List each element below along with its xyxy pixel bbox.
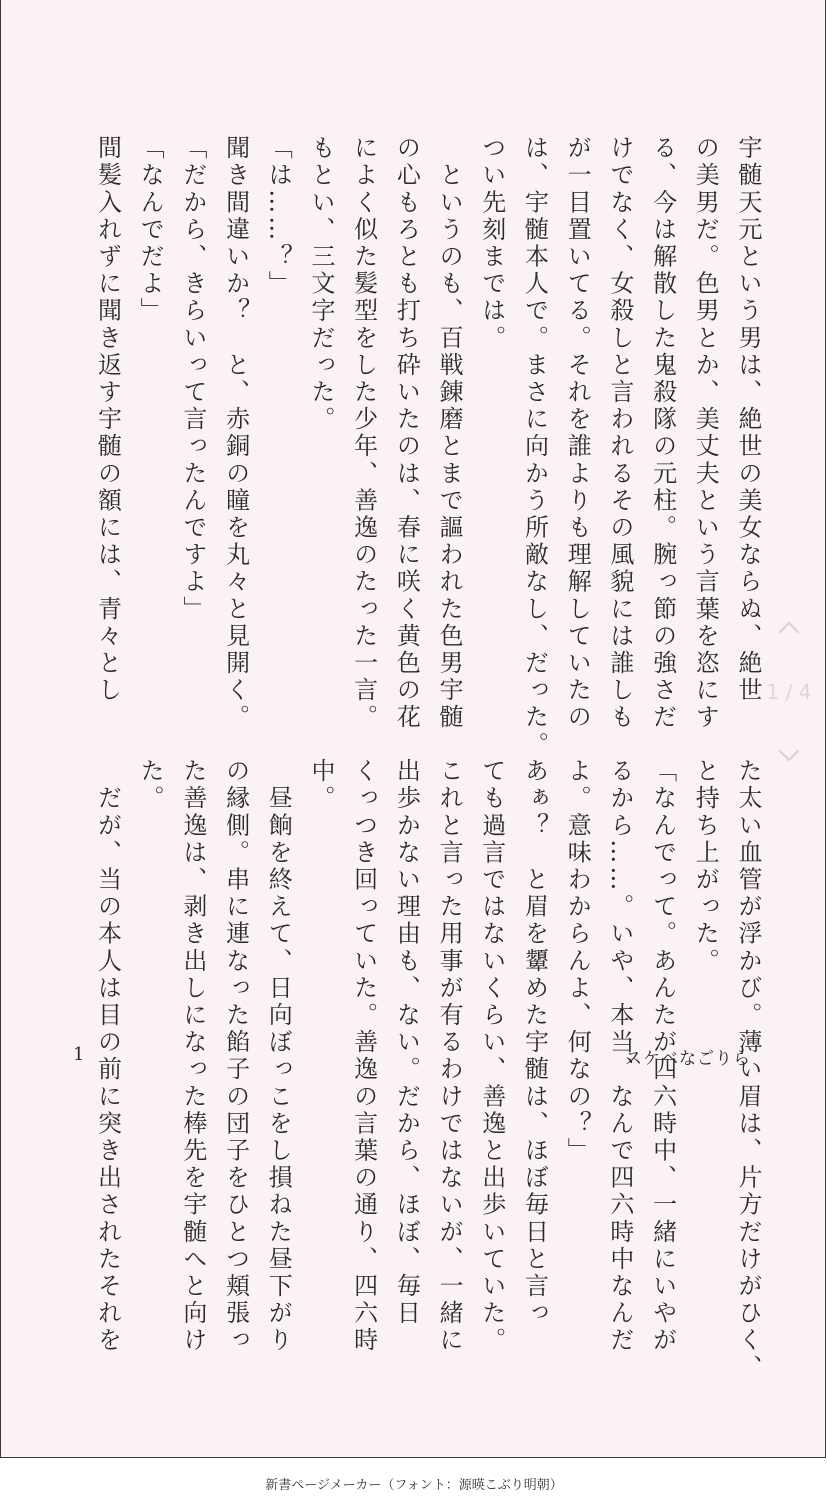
text-line: というのも、百戦錬磨とまで謳われた色男宇髄 [435, 135, 464, 732]
text-line: の美男だ。色男とか、美丈夫という言葉を恣にす [691, 135, 720, 732]
text-line: 昼餉を終えて、日向ぼっこをし損ねた昼下がり [264, 758, 293, 1355]
text-line: るから……。いや、本当、なんで四六時中なんだ [605, 758, 634, 1355]
text-line: 「なんでって。あんたが四六時中、一緒にいやが [648, 758, 677, 1355]
footer-credit: 新書ページメーカー（フォント：源暎こぶり明朝） [265, 1478, 563, 1493]
text-line: 「なんでだよ」 [136, 135, 165, 325]
text-line: 出歩かない理由も、ない。だから、ほぼ、毎日 [392, 758, 421, 1328]
text-line: よ。意味わからんよ、何なの？」 [563, 758, 592, 1165]
text-line: これと言った用事が有るわけではないが、一緒に [435, 758, 464, 1355]
text-line: 宇髄天元という男は、絶世の美女ならぬ、絶世 [734, 135, 762, 705]
text-line: は、宇髄本人で。まさに向かう所敵なし、だった。 [520, 135, 549, 759]
page-number: 1 [73, 1044, 85, 1065]
text-line: くっつき回っていた。善逸の言葉の通り、四六時 [349, 758, 378, 1355]
text-line: が一目置いてる。それを誰よりも理解していたの [563, 135, 592, 732]
text-line: によく似た髪型をした少年、善逸のたった一言。 [349, 135, 378, 732]
author-name: スケベなごりら [625, 1049, 751, 1069]
text-line: る、今は解散した鬼殺隊の元柱。腕っ節の強さだ [648, 135, 677, 732]
text-line: 「は……？」 [264, 135, 293, 298]
text-line: 中。 [306, 758, 335, 813]
text-line: と持ち上がった。 [691, 758, 720, 975]
chevron-up-icon[interactable] [777, 616, 801, 640]
text-line: あぁ？ と眉を顰めた宇髄は、ほぼ毎日と言っ [520, 758, 549, 1328]
text-line: の心もろとも打ち砕いたのは、春に咲く黄色の花 [392, 135, 421, 732]
page-navigation [766, 608, 812, 768]
text-line: た善逸は、剥き出しになった棒先を宇髄へと向け [178, 758, 207, 1355]
page-counter: 1 / 4 [766, 680, 812, 704]
text-line: 聞き間違いか？ と、赤銅の瞳を丸々と見開く。 [221, 135, 250, 732]
text-line: けでなく、女殺しと言われるその風貌には誰しも [605, 135, 634, 732]
text-line: ても過言ではないくらい、善逸と出歩いていた。 [477, 758, 506, 1355]
text-line: た。 [136, 758, 165, 813]
chevron-down-icon[interactable] [777, 743, 801, 767]
text-line: の縁側。串に連なった餡子の団子をひとつ頬張っ [221, 758, 250, 1355]
text-line: 間髪入れずに聞き返す宇髄の額には、青々とし [93, 135, 122, 705]
upper-text-block [86, 135, 769, 759]
text-line: もとい、三文字だった。 [306, 135, 335, 434]
text-line: つい先刻までは。 [477, 135, 506, 352]
text-line: 「だから、きらいって言ったんですよ」 [178, 135, 207, 623]
text-line: だが、当の本人は目の前に突き出されたそれを [93, 758, 122, 1355]
text-line: た太い血管が浮かび。薄い眉は、片方だけがひく、 [734, 758, 762, 1382]
